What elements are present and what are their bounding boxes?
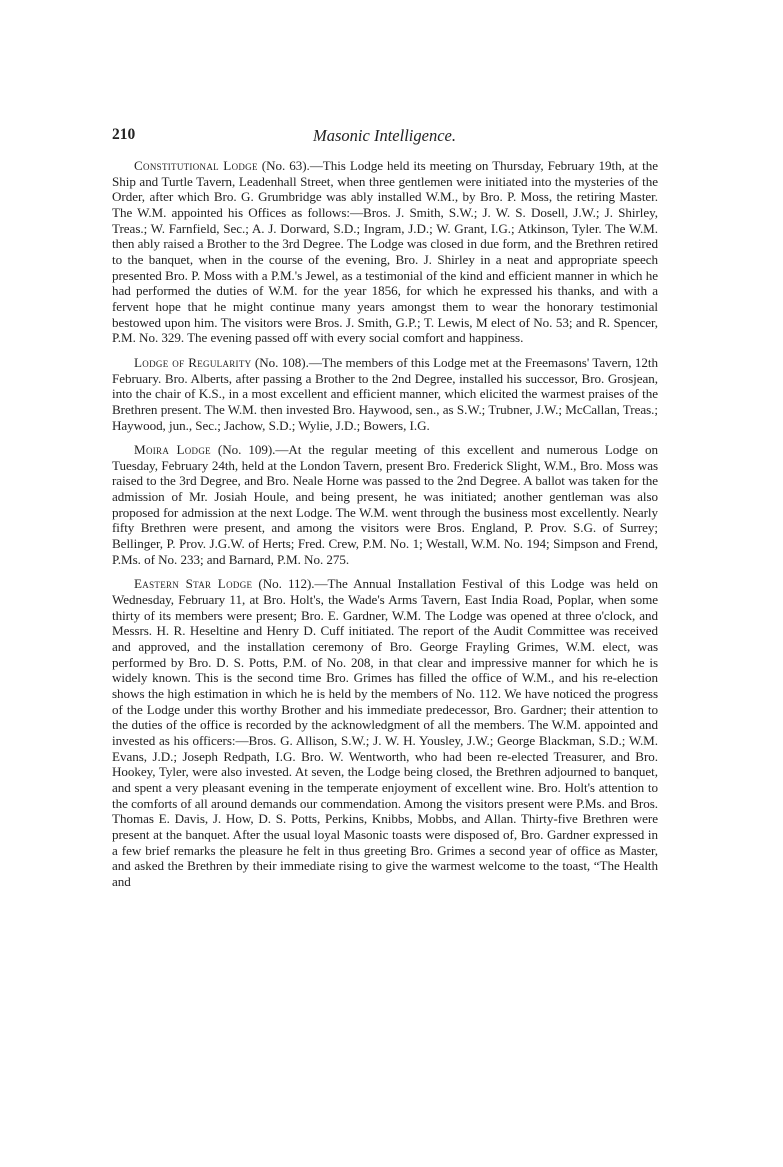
lodge-report-eastern-star — [112, 576, 658, 889]
lodge-report-regularity — [112, 355, 658, 433]
page-header — [112, 126, 657, 148]
lodge-report-text: (No. 109).—At the regular meeting of this excellent and numerous Lodge on Tuesday, February 24th, held at the London Tavern, present Bro. Frederick Slight, W.M., Bro. Moss was raised to the 3rd Degree, and Bro. Neale Horne was passed to the 2nd Degree. A ballot was taken for the admission of Mr. Josiah Houle, and being present, he was initiated; another gentleman was also proposed for admission at the next Lodge. The W.M. went through the business most excellently. Nearly fifty Brethren were present, and among the visitors were Bros. England, P. Prov. S.G. of Surrey; Bellinger, P. Prov. J.G.W. of Herts; Fred. Crew, P.M. No. 1; Westall, W.M. No. 194; Simpson and Frend, P.Ms. of No. 233; and Barnard, P.M. No. 275. — [112, 442, 658, 567]
lodge-report-constitutional — [112, 158, 658, 346]
running-title: Masonic Intelligence. — [313, 126, 456, 145]
lodge-report-text: (No. 108).—The members of this Lodge met at the Freemasons' Tavern, 12th February. Bro. Alberts, after passing a Brother to the 2nd Degree, installed his successor, Bro. Grosjean, into the chair of K.S., in a most excellent and efficient manner, which elicited the warmest praises of the Brethren present. The W.M. then invested Bro. Haywood, sen., as S.W.; Trubner, J.W.; McCallan, Treas.; Haywood, jun., Sec.; Jachow, S.D.; Wylie, J.D.; Bowers, I.G. — [112, 354, 658, 433]
lodge-heading: Lodge of Regularity — [134, 354, 252, 370]
lodge-heading: Constitutional Lodge — [134, 158, 258, 173]
lodge-report-moira — [112, 442, 658, 567]
page-number: 210 — [112, 126, 136, 143]
lodge-heading: Moira Lodge — [134, 442, 211, 458]
article-body — [112, 158, 658, 899]
lodge-heading: Eastern Star Lodge — [134, 576, 253, 592]
lodge-report-text: (No. 112).—The Annual Installation Festival of this Lodge was held on Wednesday, February 11, at Bro. Holt's, the Wade's Arms Tavern, East India Road, Poplar, when some thirty of its members were present; Bro. E. Gardner, W.M. The Lodge was opened at three o'clock, and Messrs. H. R. Heseltine and Henry D. Cuff initiated. The report of the Audit Committee was received and approved, and the installation ceremony of Bro. George Frayling Grimes, W.M. elect, was performed by Bro. D. S. Potts, P.M. of No. 208, in that clear and impressive manner for which he is widely known. This is the second time Bro. Grimes has filled the office of W.M., and his re-election shows the high estimation in which he is held by the members of No. 112. We have noticed the progress of the Lodge under this worthy Brother and his immediate predecessor, Bro. Gardner; their attention to the duties of the office is recorded by the acknowledgment of all the members. The W.M. appointed and invested as his officers:—Bros. G. Allison, S.W.; J. W. H. Yousley, J.W.; George Blackman, S.D.; W.M. Evans, J.D.; Joseph Redpath, I.G. Bro. W. Wentworth, who had been re-elected Treasurer, and Bro. Hookey, Tyler, were also invested. At seven, the Lodge being closed, the Brethren adjourned to banquet, and spent a very pleasant evening in the temperate enjoyment of excellent wine. Bro. Holt's attention to the comforts of all around demands our commendation. Among the visitors present were P.Ms. and Bros. Thomas E. Davis, J. How, D. S. Potts, Perkins, Knibbs, Mobbs, and Allan. Thirty-five Brethren were present at the banquet. After the usual loyal Masonic toasts were disposed of, Bro. Gardner expressed in a few brief remarks the pleasure he felt in thus greeting Bro. Grimes a second year of office as Master, and asked the Brethren by their immediate rising to give the warmest welcome to the toast, “The Health and — [112, 576, 658, 889]
lodge-report-text: (No. 63).—This Lodge held its meeting on Thursday, February 19th, at the Ship and Turtle Tavern, Leadenhall Street, when three gentlemen were initiated into the mysteries of the Order, after which Bro. G. Grumbridge was ably installed W.M., by Bro. P. Moss, the retiring Master. The W.M. appointed his Offices as follows:—Bros. J. Smith, S.W.; J. W. S. Dosell, J.W.; J. Shirley, Treas.; W. Farnfield, Sec.; A. J. Dorward, S.D.; Ingram, J.D.; W. Grant, I.G.; Atkinson, Tyler. The W.M. then ably raised a Brother to the 3rd Degree. The Lodge was closed in due form, and the Brethren retired to the banquet, when in the course of the evening, Bro. J. Shirley in a neat and appropriate speech presented Bro. P. Moss with a P.M.'s Jewel, as a testimonial of the kind and efficient manner in which he had performed the duties of W.M. for the year 1856, for which he expressed his thanks, and with a fervent hope that he might continue many years amongst them to wear the honorary testimonial bestowed upon him. The visitors were Bros. J. Smith, G.P.; T. Lewis, M elect of No. 53; and R. Spencer, P.M. No. 329. The evening passed off with every social comfort and happiness. — [112, 158, 658, 346]
